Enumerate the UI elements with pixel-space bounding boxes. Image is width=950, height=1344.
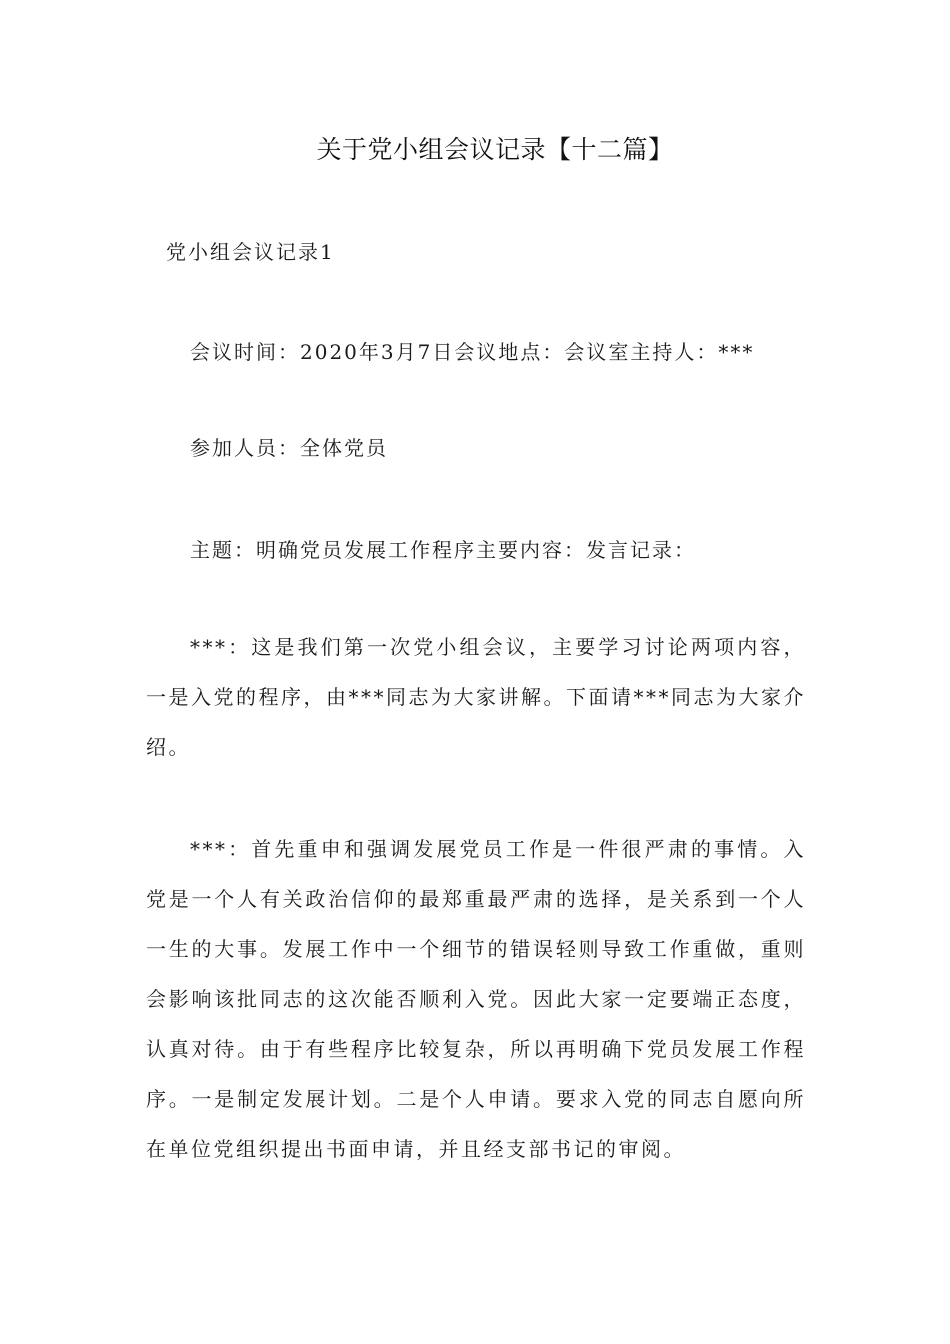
body-paragraph: ***：首先重申和强调发展党员工作是一件很严肃的事情。入党是一个人有关政治信仰的最郑重最严肃的选择，是关系到一个人一生的大事。发展工作中一个细节的错误轻则导致工作重做，重则会影响该批同志的这次能否顺利入党。因此大家一定要端正态度，认真对待。由于有些程序比较复杂，所以再明确下党员发展工作程序。一是制定发展计划。二是个人申请。要求入党的同志自愿向所在单位党组织提出书面申请，并且经支部书记的审阅。: [146, 837, 806, 1161]
attendees-line: 参加人员：全体党员: [190, 436, 388, 460]
document-title: 关于党小组会议记录【十二篇】: [316, 135, 674, 164]
topic-line: 主题：明确党员发展工作程序主要内容：发言记录：: [190, 538, 696, 562]
section-heading: 党小组会议记录1: [166, 240, 335, 264]
meeting-info-line: 会议时间：2020年3月7日会议地点：会议室主持人：***: [190, 340, 755, 364]
body-paragraph: ***：这是我们第一次党小组会议，主要学习讨论两项内容，一是入党的程序，由***同志为大家讲解。下面请***同志为大家介绍。: [146, 635, 806, 759]
